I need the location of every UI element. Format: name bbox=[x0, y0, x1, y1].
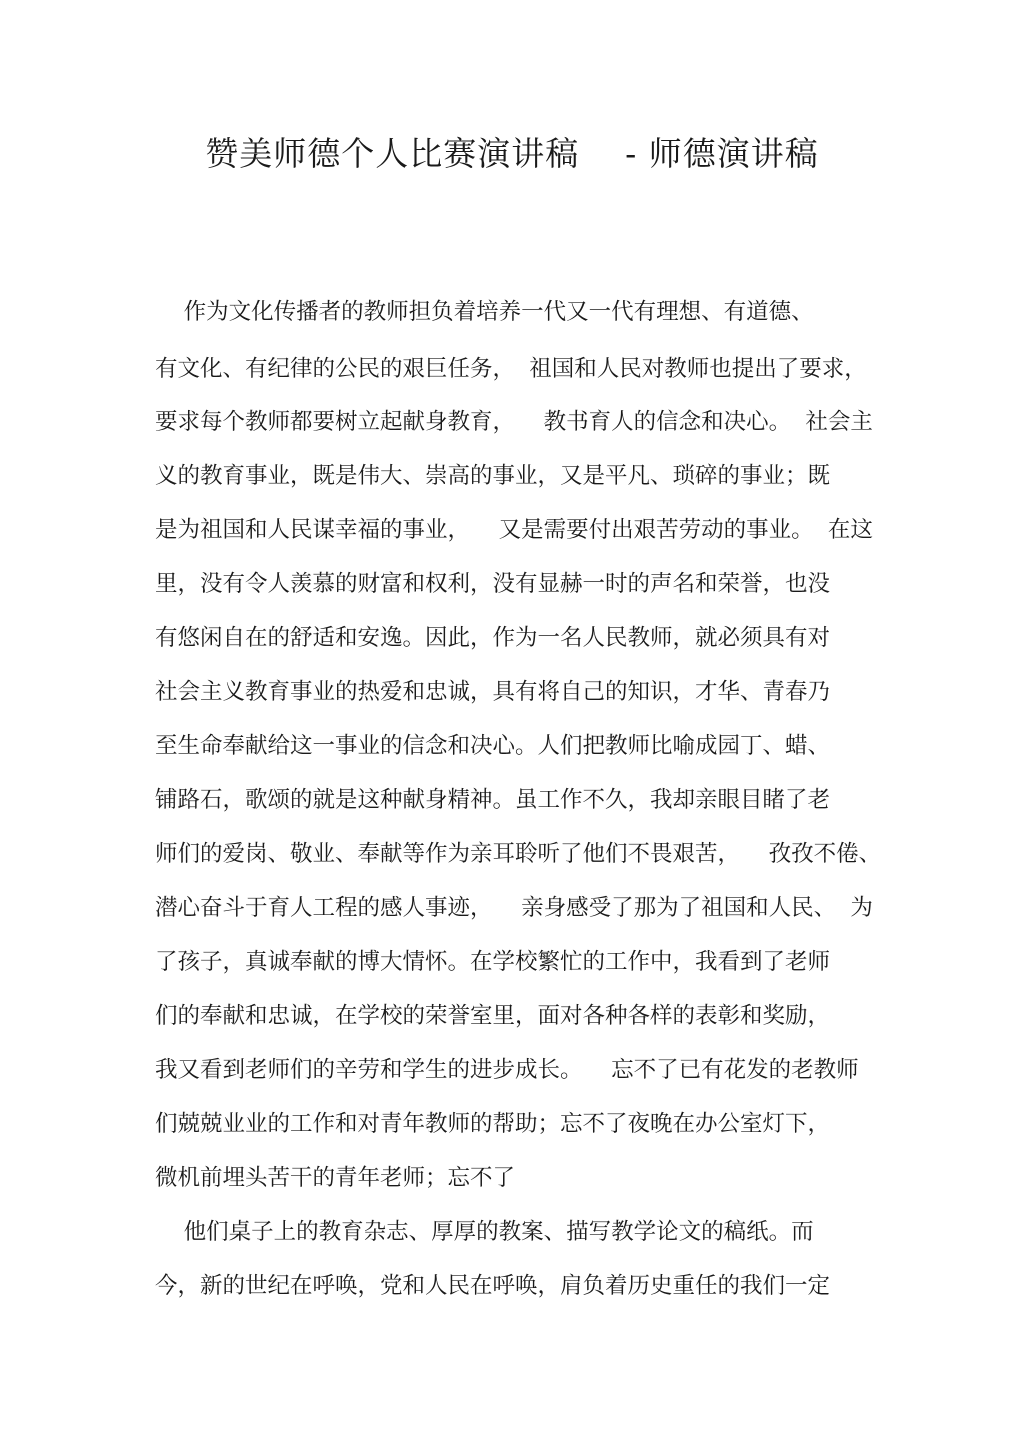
body-line: 他们桌子上的教育杂志、厚厚的教案、描写教学论文的稿纸。而 bbox=[155, 1219, 814, 1245]
body-line: 微机前埋头苦干的青年老师；忘不了 bbox=[155, 1165, 516, 1191]
body-line: 了孩子，真诚奉献的博大情怀。在学校繁忙的工作中，我看到了老师 bbox=[155, 949, 831, 975]
body-line: 要求每个教师都要树立起献身教育， 教书育人的信念和决心。 社会主 bbox=[155, 409, 873, 435]
body-line: 有文化、有纪律的公民的艰巨任务， 祖国和人民对教师也提出了要求， bbox=[155, 356, 867, 382]
body-line: 们兢兢业业的工作和对青年教师的帮助；忘不了夜晚在办公室灯下， bbox=[155, 1111, 831, 1137]
body-line: 社会主义教育事业的热爱和忠诚，具有将自己的知识，才华、青春乃 bbox=[155, 679, 831, 705]
body-line: 今，新的世纪在呼唤，党和人民在呼唤，肩负着历史重任的我们一定 bbox=[155, 1273, 831, 1299]
body-line: 有悠闲自在的舒适和安逸。因此，作为一名人民教师，就必须具有对 bbox=[155, 625, 831, 651]
body-line: 潜心奋斗于育人工程的感人事迹， 亲身感受了那为了祖国和人民、 为 bbox=[155, 895, 873, 921]
body-line: 师们的爱岗、敬业、奉献等作为亲耳聆听了他们不畏艰苦， 孜孜不倦、 bbox=[155, 841, 882, 867]
body-line: 们的奉献和忠诚，在学校的荣誉室里，面对各种各样的表彰和奖励， bbox=[155, 1003, 831, 1029]
body-line: 义的教育事业，既是伟大、崇高的事业，又是平凡、琐碎的事业；既 bbox=[155, 463, 831, 489]
body-line: 是为祖国和人民谋幸福的事业， 又是需要付出艰苦劳动的事业。 在这 bbox=[155, 517, 873, 543]
document-title: 赞美师德个人比赛演讲稿 - 师德演讲稿 bbox=[205, 134, 819, 173]
body-line: 里，没有令人羡慕的财富和权利，没有显赫一时的声名和荣誉，也没 bbox=[155, 571, 831, 597]
body-line: 我又看到老师们的辛劳和学生的进步成长。 忘不了已有花发的老教师 bbox=[155, 1057, 859, 1083]
body-line: 作为文化传播者的教师担负着培养一代又一代有理想、有道德、 bbox=[155, 299, 814, 325]
body-line: 铺路石，歌颂的就是这种献身精神。虽工作不久，我却亲眼目睹了老 bbox=[155, 787, 831, 813]
body-line: 至生命奉献给这一事业的信念和决心。人们把教师比喻成园丁、蜡、 bbox=[155, 733, 831, 759]
